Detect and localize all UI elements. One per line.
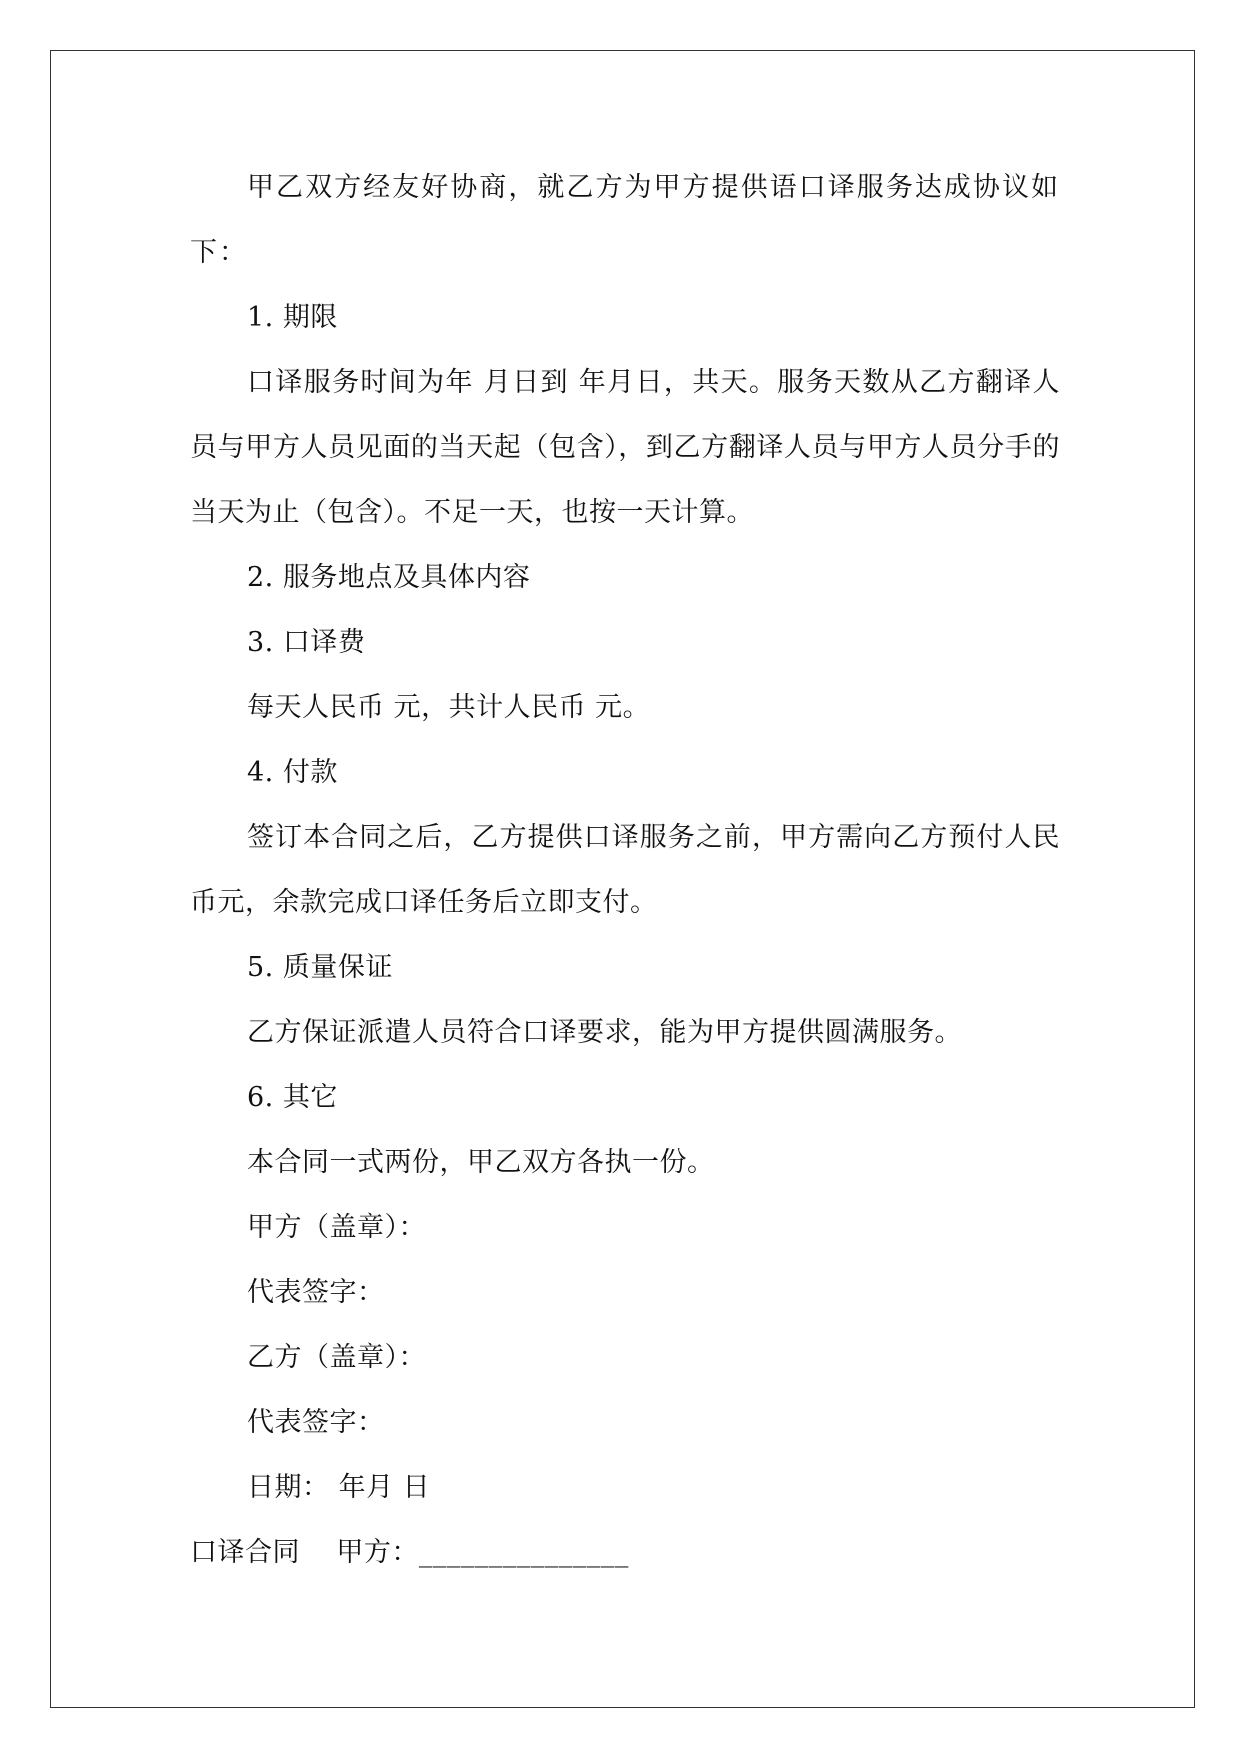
party-a-representative-line: 代表签字：	[247, 1277, 385, 1308]
footer-title-line: 口译合同 甲方：_______________	[190, 1537, 629, 1568]
party-b-representative-line: 代表签字：	[247, 1407, 385, 1438]
section-6-body: 本合同一式两份，甲乙双方各执一份。	[247, 1147, 715, 1178]
section-4-heading: 4. 付款	[247, 757, 338, 788]
section-1-heading: 1. 期限	[247, 302, 338, 333]
contract-body	[190, 155, 1060, 1585]
intro-paragraph: 甲乙双方经友好协商，就乙方为甲方提供语口译服务达成协议如下：	[190, 172, 1060, 268]
section-3-heading: 3. 口译费	[247, 627, 366, 658]
party-b-seal-line: 乙方（盖章）：	[247, 1342, 426, 1373]
section-1-body: 口译服务时间为年 月日到 年月日，共天。服务天数从乙方翻译人员与甲方人员见面的当天起（包含），到乙方翻译人员与甲方人员分手的当天为止（包含）。不足一天，也按一天计算。	[190, 367, 1060, 528]
section-5-body: 乙方保证派遣人员符合口译要求，能为甲方提供圆满服务。	[247, 1017, 962, 1048]
section-3-body: 每天人民币 元，共计人民币 元。	[247, 692, 651, 723]
date-line: 日期： 年月 日	[247, 1472, 431, 1503]
section-2-heading: 2. 服务地点及具体内容	[247, 562, 531, 593]
section-6-heading: 6. 其它	[247, 1082, 338, 1113]
party-a-seal-line: 甲方（盖章）：	[247, 1212, 426, 1243]
section-5-heading: 5. 质量保证	[247, 952, 393, 983]
section-4-body: 签订本合同之后，乙方提供口译服务之前，甲方需向乙方预付人民币元，余款完成口译任务后立即支付。	[190, 822, 1060, 918]
